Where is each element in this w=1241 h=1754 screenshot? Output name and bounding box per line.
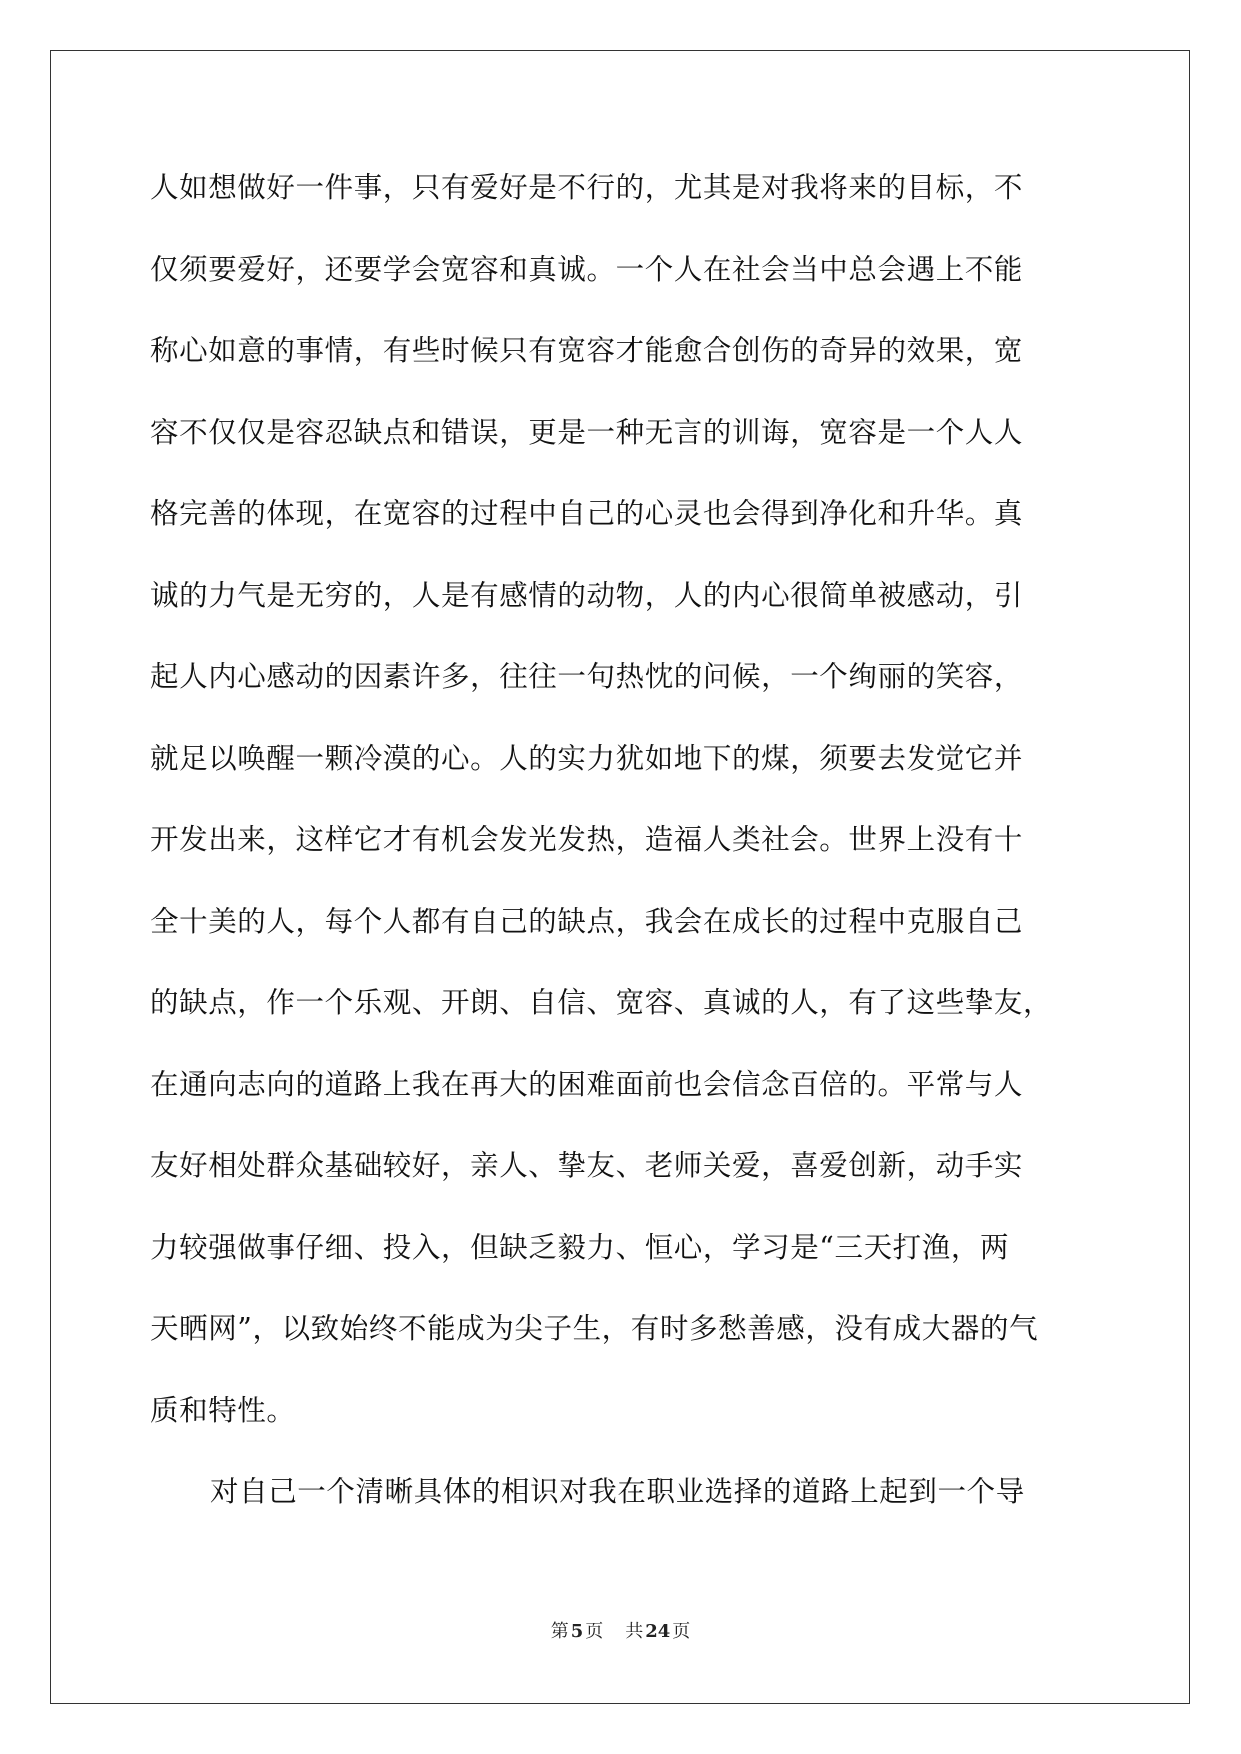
page-prefix: 第 — [550, 1621, 569, 1642]
text-line: 的缺点，作一个乐观、开朗、自信、宽容、真诚的人，有了这些挚友， — [150, 986, 1053, 1019]
text-line: 人如想做好一件事，只有爱好是不行的，尤其是对我将来的目标，不 — [150, 171, 1024, 204]
page-number: 5 — [570, 1621, 584, 1642]
text-line: 全十美的人，每个人都有自己的缺点，我会在成长的过程中克服自己 — [150, 904, 1024, 938]
total-pages: 24 — [645, 1621, 671, 1642]
body-text — [150, 158, 1090, 1544]
text-line: 仅须要爱好，还要学会宽容和真诚。一个人在社会当中总会遇上不能 — [150, 252, 1024, 286]
total-prefix: 共 — [625, 1621, 644, 1642]
text-line: 在通向志向的道路上我在再大的困难面前也会信念百倍的。平常与人 — [150, 1067, 1024, 1101]
text-line: 称心如意的事情，有些时候只有宽容才能愈合创伤的奇异的效果，宽 — [150, 334, 1024, 367]
text-line: 容不仅仅是容忍缺点和错误，更是一种无言的训诲，宽容是一个人人 — [150, 415, 1024, 449]
text-line: 就足以唤醒一颗冷漠的心。人的实力犹如地下的煤，须要去发觉它并 — [150, 741, 1024, 775]
text-line: 起人内心感动的因素许多，往往一句热忱的问候，一个绚丽的笑容， — [150, 660, 1024, 693]
text-line: 开发出来，这样它才有机会发光发热，造福人类社会。世界上没有十 — [150, 823, 1024, 856]
text-line: 质和特性。 — [150, 1393, 296, 1427]
total-suffix: 页 — [672, 1621, 691, 1642]
text-line: 天晒网”，以致始终不能成为尖子生，有时多愁善感，没有成大器的气 — [150, 1312, 1039, 1345]
text-line: 力较强做事仔细、投入，但缺乏毅力、恒心，学习是“三天打渔，两 — [150, 1230, 1010, 1264]
text-line: 诚的力气是无穷的，人是有感情的动物，人的内心很简单被感动，引 — [150, 578, 1024, 612]
page-footer — [0, 1617, 1241, 1643]
text-line: 友好相处群众基础较好，亲人、挚友、老师关爱，喜爱创新，动手实 — [150, 1149, 1024, 1182]
text-line: 格完善的体现，在宽容的过程中自己的心灵也会得到净化和升华。真 — [150, 497, 1024, 530]
page-suffix: 页 — [585, 1621, 604, 1642]
paragraph-start-line: 对自己一个清晰具体的相识对我在职业选择的道路上起到一个导 — [210, 1475, 1025, 1508]
